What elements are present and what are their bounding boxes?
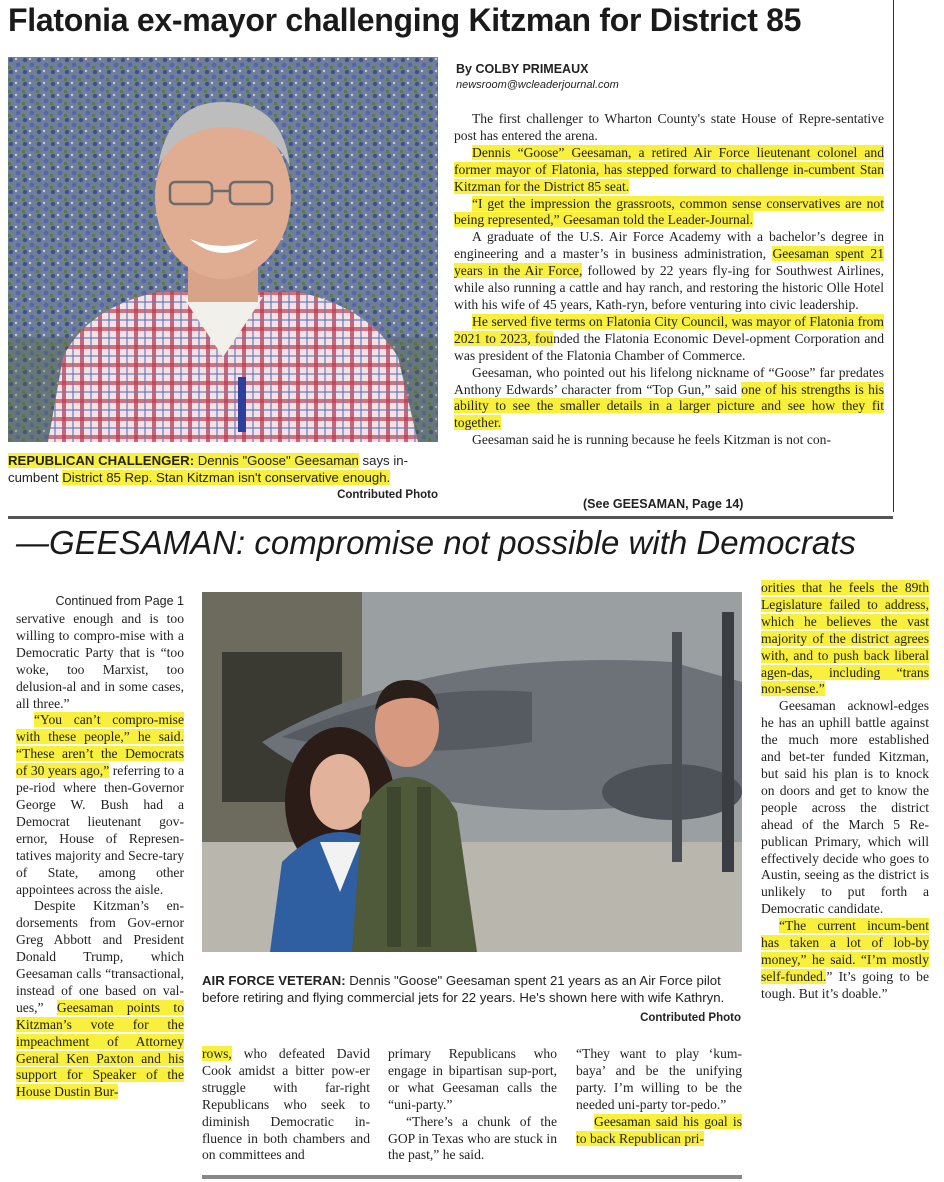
paragraph: A graduate of the U.S. Air Force Academy with a bachelor’s degree in engineering and a master’s in business administration, Geesaman spent 21 years in the Air Force, followed by 22 years fly-ing for Southwest Airlines, while also running a cattle and hay ranch, and restoring the historic Olle Hotel with his wife of 45 years, Kath-ryn, before venturing into civic leadership. xyxy=(454,229,884,312)
paragraph: Despite Kitzman’s en-dorsements from Gov-ernor Greg Abbott and President Donald Trump, which Geesaman calls “transactional, instead of one based on val-ues,” Geesaman points to Kitzman’s vote for the impeachment of Attorney General Ken Paxton and his support for Speaker of the House Dustin Bur- xyxy=(16,898,185,1100)
paragraph: The first challenger to Wharton County's state House of Repre-sentative post has entered the arena. xyxy=(454,111,884,143)
photo-caption xyxy=(8,452,438,486)
story-column xyxy=(454,111,884,449)
photo-caption xyxy=(202,972,743,1006)
portrait-photo xyxy=(8,57,438,442)
photo-credit: Contributed Photo xyxy=(640,1012,741,1024)
jump-column-3 xyxy=(388,1046,557,1164)
paragraph: He served five terms on Flatonia City Council, was mayor of Flatonia from 2021 to 2023, founded the Flatonia Economic Devel-opment Corporation and was president of the Flatonia Chamber of Commerce. xyxy=(454,313,884,363)
paragraph: Geesaman said his goal is to back Republican pri- xyxy=(576,1113,742,1146)
paragraph: orities that he feels the 89th Legislature failed to address, which he believes the vast majority of the district agrees with, and to push back liberal agen-das, including “trans non-sense.” xyxy=(761,580,929,697)
caption-name: Dennis "Goose" Geesaman xyxy=(194,453,359,468)
jump-column-5 xyxy=(761,580,929,1003)
jump-column-2 xyxy=(202,1046,370,1164)
column-rule xyxy=(893,0,894,512)
caption-text: Dennis "Goose" Geesaman spent 21 years as an Air Force pilot before retiring and flying commercial jets for 22 years. He's shown here with wife Kathryn. xyxy=(202,973,725,1005)
jump-column-4 xyxy=(576,1046,742,1147)
paragraph: Geesaman said he is running because he feels Kitzman is not con- xyxy=(472,432,831,448)
caption-end: District 85 Rep. Stan Kitzman isn't conservative enough. xyxy=(62,470,391,485)
paragraph: “The current incum-bent has taken a lot of lob-by money,” he said. “I’m mostly self-funded.” It’s going to be tough. But it’s doable.” xyxy=(761,918,929,1001)
author-email[interactable]: newsroom@wcleaderjournal.com xyxy=(456,79,619,91)
bottom-rule xyxy=(202,1175,742,1179)
caption-label: REPUBLICAN CHALLENGER: xyxy=(8,453,195,468)
paragraph: “There’s a chunk of the GOP in Texas who are stuck in the past,” he said. xyxy=(388,1113,557,1163)
jump-column-1 xyxy=(16,611,184,1101)
section-divider xyxy=(8,516,893,519)
byline: By COLBY PRIMEAUX xyxy=(456,62,589,76)
jump-reference[interactable]: (See GEESAMAN, Page 14) xyxy=(583,497,744,511)
paragraph: servative enough and is too willing to compro-mise with a Democratic Party that is “too woke, too Marxist, too delusion-al and in some cases, all three.” xyxy=(16,611,184,711)
paragraph: primary Republicans who engage in bipartisan sup-port, or what Geesaman calls the “uni-party.” xyxy=(388,1046,557,1112)
paragraph: Dennis “Goose” Geesaman, a retired Air Force lieutenant colonel and former mayor of Flatonia, has stepped forward to challenge in-cumbent Stan Kitzman for the District 85 seat. xyxy=(454,144,884,194)
paragraph: “You can’t compro-mise with these people,” he said. “These aren’t the Democrats of 30 years ago,” referring to a pe-riod where then-Governor George W. Bush had a Democrat lieutenant gov-ernor, House of Represen-tatives majority and Secre-tary of State, among other appointees across the aisle. xyxy=(16,712,184,897)
paragraph: “I get the impression the grassroots, common sense conservatives are not being represented,” Geesaman told the Leader-Journal. xyxy=(454,195,884,228)
photo-credit: Contributed Photo xyxy=(337,489,438,501)
headline: Flatonia ex-mayor challenging Kitzman for District 85 xyxy=(8,2,802,38)
paragraph: Geesaman, who pointed out his lifelong nickname of “Goose” far predates Anthony Edwards’ character from “Top Gun,” said one of his strengths is his ability to see the smaller details in a larger picture and see how they fit together. xyxy=(454,364,884,431)
caption-mid: says in-cumbent xyxy=(8,453,408,485)
jump-headline: —GEESAMAN: compromise not possible with Democrats xyxy=(16,524,856,561)
paragraph: rows, who defeated David Cook amidst a bitter pow-er struggle with far-right Republicans who seek to diminish Democratic in-fluence in both chambers and on committees and xyxy=(202,1046,370,1163)
continued-label: Continued from Page 1 xyxy=(55,594,184,608)
paragraph: “They want to play ‘kum-baya’ and be the unifying party. I’m willing to be the needed uni-party tor-pedo.” xyxy=(576,1046,742,1112)
caption-label: AIR FORCE VETERAN: xyxy=(202,973,346,988)
jet-photo xyxy=(202,592,742,952)
paragraph: Geesaman acknowl-edges he has an uphill battle against the much more established and bet-ter funded Kitzman, but said his plan is to knock on doors and get to know the people across the district ahead of the March 5 Re-publican Primary, which will effectively decide who goes to Austin, seeing as the district is unlikely to put forth a Democratic candidate. xyxy=(761,698,929,917)
